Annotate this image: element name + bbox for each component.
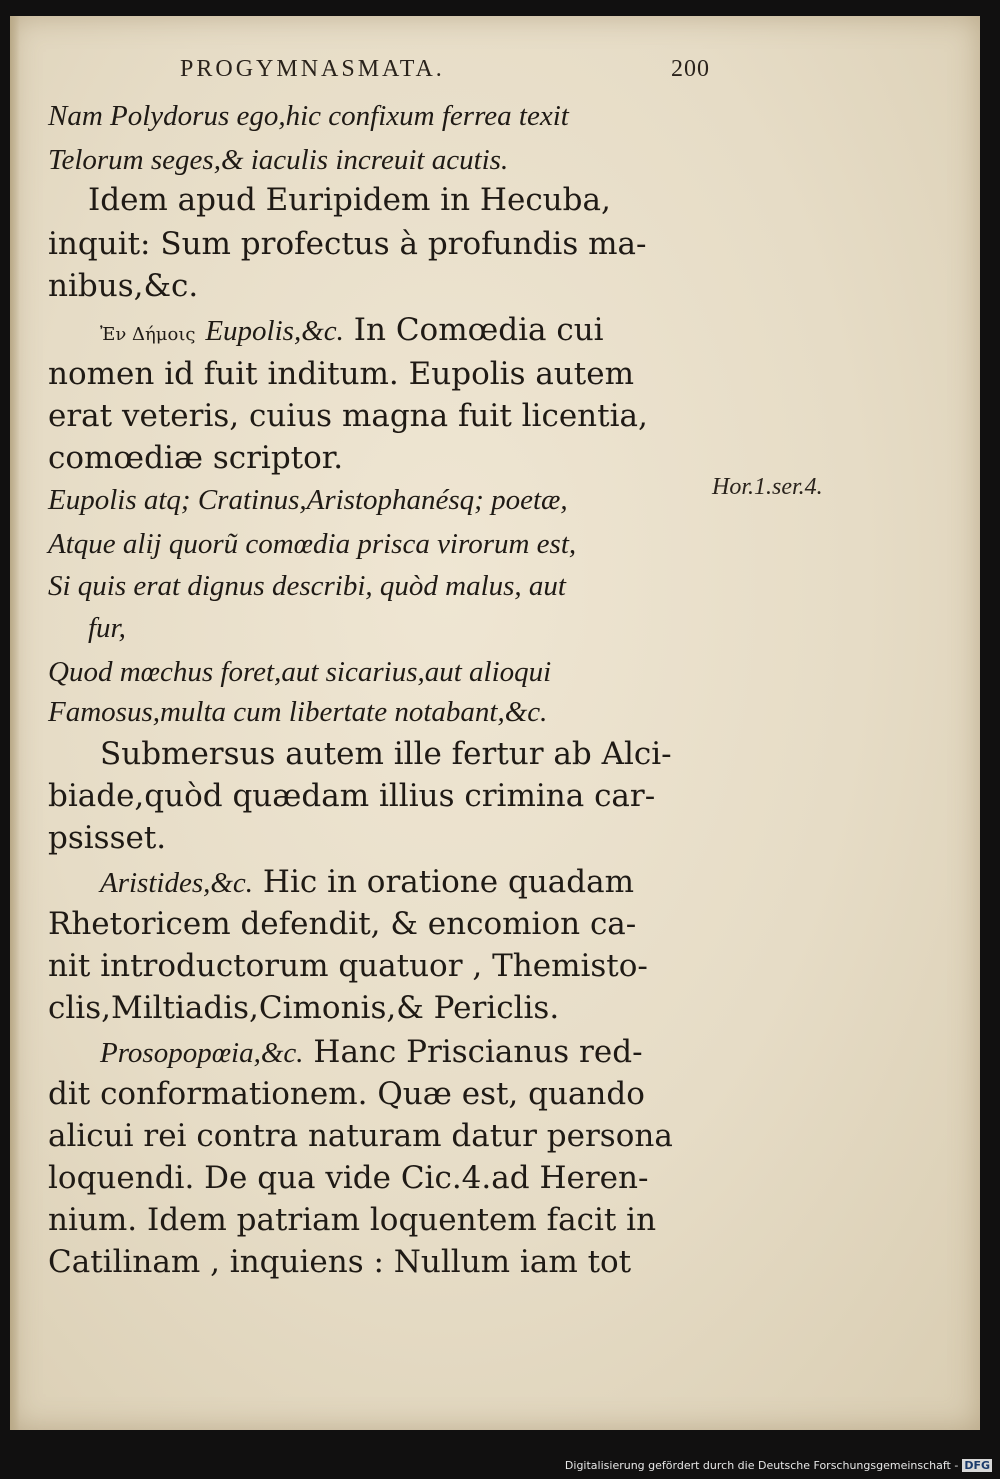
verse-line: Telorum seges,& iaculis increuit acutis. [48, 144, 509, 176]
verse-line: Famosus,multa cum libertate notabant,&c. [48, 696, 548, 728]
text-line: Hanc Priscianus red- [313, 1034, 643, 1070]
lemma-line [100, 1032, 643, 1072]
text-line: Catilinam , inquiens : Nullum iam tot [48, 1244, 632, 1280]
lemma-aristides: Aristides,&c. [100, 867, 254, 899]
text-line: nibus,&c. [48, 268, 199, 304]
lemma-line [100, 862, 634, 902]
running-header [180, 56, 710, 86]
lemma-line [100, 310, 604, 350]
lemma-eupolis: Eupolis,&c. [205, 315, 344, 347]
verse-line: fur, [88, 612, 126, 644]
text-line: alicui rei contra naturam datur persona [48, 1118, 673, 1154]
text-line: nomen id fuit inditum. Eupolis autem [48, 356, 634, 392]
marginal-citation: Hor.1.ser.4. [712, 474, 823, 500]
text-line: inquit: Sum profectus à profundis ma- [48, 226, 647, 262]
text-line: Idem apud Euripidem in Hecuba, [88, 182, 611, 218]
text-line: comœdiæ scriptor. [48, 440, 344, 476]
text-line: Hic in oratione quadam [262, 864, 634, 900]
text-line: Submersus autem ille fertur ab Alci- [100, 736, 672, 772]
text-line: nium. Idem patriam loquentem facit in [48, 1202, 657, 1238]
text-line: biade,quòd quædam illius crimina car- [48, 778, 656, 814]
page-gutter-shadow [10, 16, 20, 1430]
running-title: PROGYMNASMATA. [180, 56, 445, 82]
verse-line: Si quis erat dignus describi, quòd malus, aut [48, 570, 566, 602]
verse-line: Eupolis atq; Cratinus,Aristophanésq; poetæ, [48, 484, 568, 516]
greek-lemma: Ἐν Δήμοις [100, 324, 196, 345]
text-line: Rhetoricem defendit, & encomion ca- [48, 906, 637, 942]
verse-line: Quod mœchus foret,aut sicarius,aut alioqui [48, 656, 552, 688]
text-line: In Comœdia cui [353, 312, 604, 348]
page-number: 200 [671, 56, 710, 82]
verse-line: Nam Polydorus ego,hic confixum ferrea texit [48, 100, 569, 132]
text-line: psisset. [48, 820, 167, 856]
credit-text: Digitalisierung gefördert durch die Deutsche Forschungsgemeinschaft - [564, 1459, 959, 1472]
dfg-logo: DFG [964, 1459, 990, 1472]
text-line: nit introductorum quatuor , Themisto- [48, 948, 648, 984]
text-line: clis,Miltiadis,Cimonis,& Periclis. [48, 990, 560, 1026]
verse-line: Atque alij quorũ comœdia prisca virorum est, [48, 528, 577, 560]
text-line: loquendi. De qua vide Cic.4.ad Heren- [48, 1160, 649, 1196]
digitization-credit [565, 1459, 992, 1472]
text-line: dit conformationem. Quæ est, quando [48, 1076, 645, 1112]
lemma-prosopopoeia: Prosopopœia,&c. [100, 1037, 304, 1069]
text-line: erat veteris, cuius magna fuit licentia, [48, 398, 648, 434]
